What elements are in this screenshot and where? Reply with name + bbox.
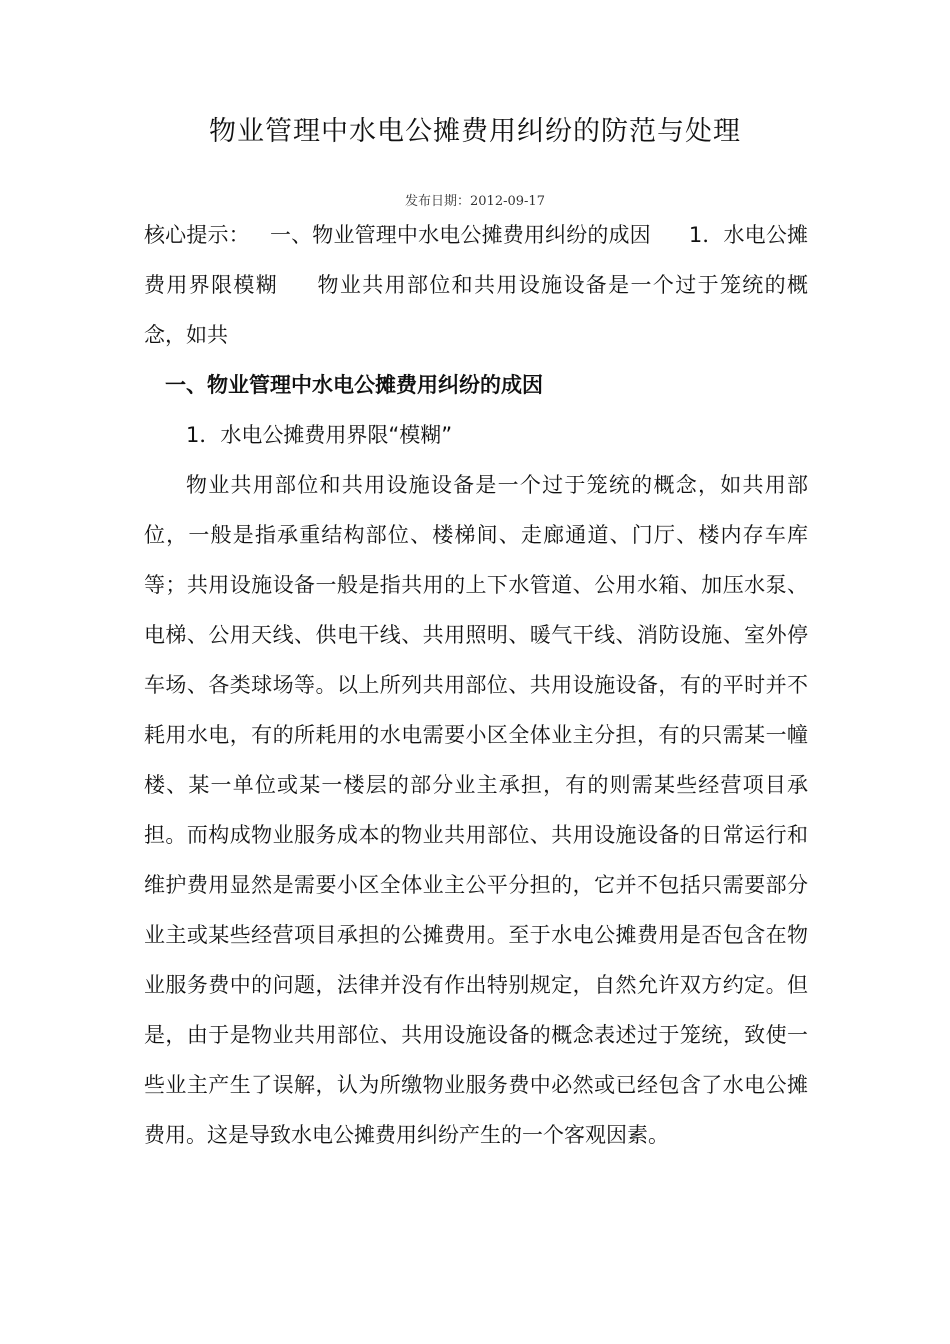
summary-label: 核心提示： [144, 223, 250, 247]
summary-part-3: 物业共用部位和共用设施设备是一个过于笼统的概念，如共 [144, 273, 809, 347]
subsection-heading: 1．水电公摊费用界限“模糊” [186, 423, 453, 447]
section-heading: 一、物业管理中水电公摊费用纠纷的成因 [165, 373, 543, 397]
summary-part-2: 1．水电公摊费用界限模糊 [144, 223, 809, 297]
document-title: 物业管理中水电公摊费用纠纷的防范与处理 [209, 116, 741, 147]
publish-date: 发布日期：2012-09-17 [405, 194, 545, 209]
document-body [144, 210, 808, 1160]
summary-part-1: 一、物业管理中水电公摊费用纠纷的成因 [269, 223, 651, 247]
body-paragraph: 物业共用部位和共用设施设备是一个过于笼统的概念，如共用部位，一般是指承重结构部位、楼梯间、走廊通道、门厅、楼内存车库等；共用设施设备一般是指共用的上下水管道、公用水箱、加压水泵、电梯、公用天线、供电干线、共用照明、暖气干线、消防设施、室外停车场、各类球场等。以上所列共用部位、共用设施设备，有的平时并不耗用水电，有的所耗用的水电需要小区全体业主分担，有的只需某一幢楼、某一单位或某一楼层的部分业主承担，有的则需某些经营项目承担。而构成物业服务成本的物业共用部位、共用设施设备的日常运行和维护费用显然是需要小区全体业主公平分担的，它并不包括只需要部分业主或某些经营项目承担的公摊费用。至于水电公摊费用是否包含在物业服务费中的问题，法律并没有作出特别规定，自然允许双方约定。但是，由于是物业共用部位、共用设施设备的概念表述过于笼统，致使一些业主产生了误解，认为所缴物业服务费中必然或已经包含了水电公摊费用。这是导致水电公摊费用纠纷产生的一个客观因素。 [144, 473, 808, 1147]
summary-block [144, 210, 808, 360]
